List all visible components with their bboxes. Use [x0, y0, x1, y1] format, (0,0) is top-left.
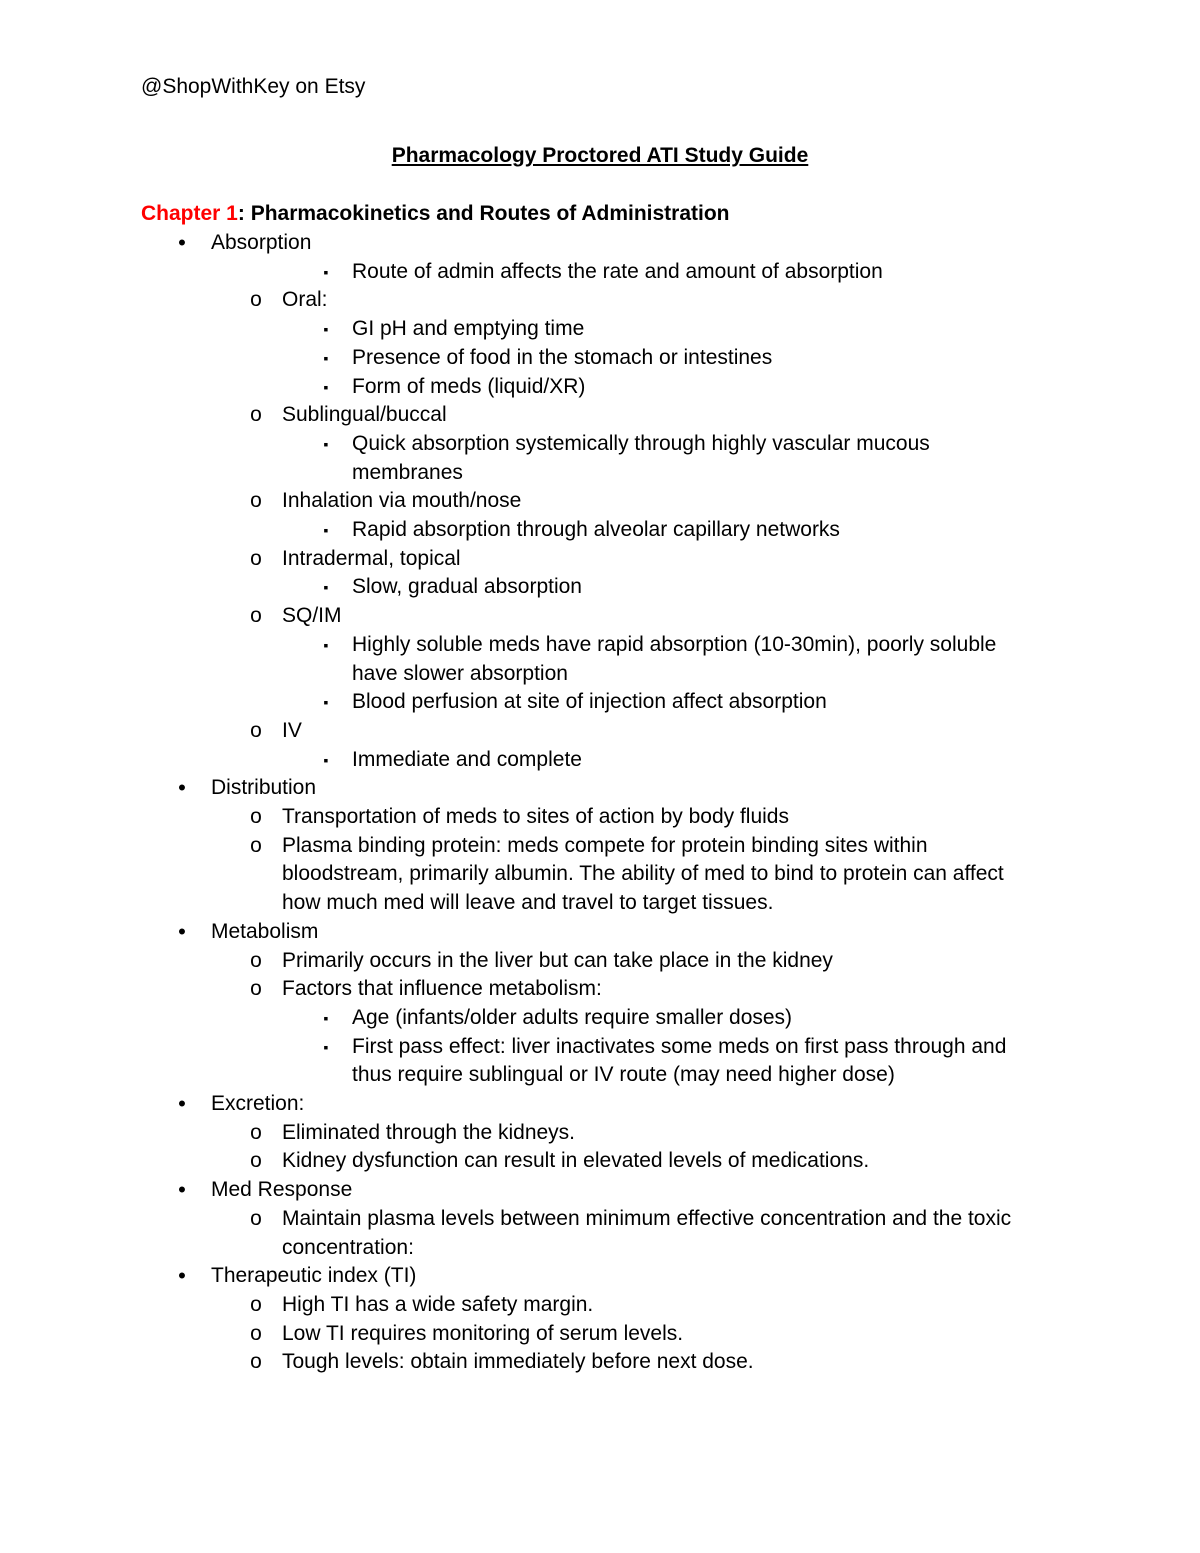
outline-item-level-2: Transportation of meds to sites of action by body fluids: [282, 805, 789, 828]
chapter-title: Pharmacokinetics and Routes of Administration: [244, 202, 730, 225]
bullet-circle-icon: o: [250, 1206, 262, 1230]
outline-item-level-2: Oral:: [282, 288, 328, 312]
outline-item-level-3: Presence of food in the stomach or intestines: [352, 345, 773, 369]
bullet-square-icon: ▪: [323, 1038, 329, 1055]
bullet-circle-icon: o: [250, 1149, 262, 1173]
outline-item-level-3: Highly soluble meds have rapid absorption (10-30min), poorly soluble: [352, 632, 997, 656]
outline-item-level-3: First pass effect: liver inactivates some meds on first pass through and: [352, 1034, 1007, 1058]
outline-item-level-3: Slow, gradual absorption: [352, 575, 582, 599]
outline-item-level-3: thus require sublingual or IV route (may need higher dose): [352, 1063, 895, 1087]
outline-item-level-2: Plasma binding protein: meds compete for protein binding sites within: [282, 833, 928, 857]
outline-item-level-2: Primarily occurs in the liver but can take place in the kidney: [282, 948, 833, 972]
bullet-square-icon: ▪: [323, 579, 329, 596]
bullet-disc-icon: •: [178, 1091, 186, 1116]
outline-item-level-3: Age (infants/older adults require smaller doses): [352, 1005, 793, 1029]
outline-item-level-2: Intradermal, topical: [282, 546, 461, 570]
bullet-square-icon: ▪: [323, 1009, 329, 1026]
chapter-separator: :: [237, 202, 245, 225]
bullet-circle-icon: o: [250, 489, 262, 513]
bullet-circle-icon: o: [250, 1120, 262, 1144]
chapter-heading: [141, 201, 730, 227]
outline-item-level-1: Therapeutic index (TI): [211, 1264, 417, 1288]
bullet-circle-icon: o: [250, 977, 262, 1001]
chapter-label: Chapter 1: [141, 202, 238, 225]
bullet-square-icon: ▪: [323, 349, 329, 366]
bullet-square-icon: ▪: [323, 378, 329, 395]
bullet-disc-icon: •: [178, 230, 186, 255]
bullet-disc-icon: •: [178, 1177, 186, 1203]
bullet-disc-icon: •: [178, 1263, 186, 1289]
bullet-circle-icon: o: [250, 948, 262, 972]
bullet-square-icon: ▪: [323, 263, 329, 280]
bullet-disc-icon: •: [178, 918, 186, 944]
bullet-circle-icon: o: [250, 805, 262, 828]
outline-item-level-1: Distribution: [211, 776, 317, 800]
outline-item-level-3: membranes: [352, 460, 463, 484]
outline-item-level-2: Maintain plasma levels between minimum effective concentration and the toxic: [282, 1206, 1012, 1230]
outline-item-level-1: Med Response: [211, 1178, 353, 1202]
bullet-square-icon: ▪: [323, 435, 329, 452]
bullet-circle-icon: o: [250, 1292, 262, 1316]
outline-item-level-3: Rapid absorption through alveolar capillary networks: [352, 518, 840, 541]
outline-item-level-1: Metabolism: [211, 919, 319, 943]
outline-item-level-2: Factors that influence metabolism:: [282, 977, 602, 1001]
outline-item-level-3: Quick absorption systemically through highly vascular mucous: [352, 431, 930, 455]
outline-item-level-3: Blood perfusion at site of injection affect absorption: [352, 690, 827, 714]
outline-item-level-1: Excretion:: [211, 1092, 305, 1115]
page-header: @ShopWithKey on Etsy: [141, 75, 366, 98]
outline-item-level-1: Absorption: [211, 231, 312, 254]
bullet-circle-icon: o: [250, 604, 262, 628]
outline-item-level-2: bloodstream, primarily albumin. The ability of med to bind to protein can affect: [282, 862, 1004, 886]
outline-item-level-3: Immediate and complete: [352, 747, 582, 771]
outline-item-level-2: Kidney dysfunction can result in elevated levels of medications.: [282, 1149, 870, 1173]
bullet-circle-icon: o: [250, 403, 262, 427]
bullet-disc-icon: •: [178, 775, 186, 801]
outline-item-level-2: Eliminated through the kidneys.: [282, 1120, 576, 1144]
bullet-circle-icon: o: [250, 833, 262, 857]
bullet-square-icon: ▪: [323, 636, 329, 653]
bullet-circle-icon: o: [250, 1350, 262, 1374]
bullet-circle-icon: o: [250, 1321, 262, 1345]
outline-item-level-2: IV: [282, 718, 302, 742]
outline-item-level-3: Form of meds (liquid/XR): [352, 374, 586, 398]
outline-item-level-2: Inhalation via mouth/nose: [282, 489, 522, 513]
outline-item-level-3: have slower absorption: [352, 661, 568, 685]
bullet-circle-icon: o: [250, 288, 262, 312]
outline-item-level-2: how much med will leave and travel to target tissues.: [282, 891, 774, 915]
bullet-square-icon: ▪: [323, 751, 329, 768]
bullet-circle-icon: o: [250, 546, 262, 570]
outline-item-level-2: Low TI requires monitoring of serum levels.: [282, 1321, 684, 1345]
bullet-square-icon: ▪: [323, 694, 329, 711]
outline-item-level-3: GI pH and emptying time: [352, 317, 585, 341]
outline-item-level-2: SQ/IM: [282, 604, 342, 628]
outline-item-level-2: High TI has a wide safety margin.: [282, 1292, 594, 1316]
outline-item-level-3: Route of admin affects the rate and amount of absorption: [352, 259, 883, 283]
document-title: Pharmacology Proctored ATI Study Guide: [391, 144, 809, 167]
bullet-square-icon: ▪: [323, 522, 329, 538]
bullet-circle-icon: o: [250, 718, 262, 742]
outline-item-level-2: Tough levels: obtain immediately before next dose.: [282, 1350, 754, 1374]
outline-item-level-2: Sublingual/buccal: [282, 403, 447, 427]
bullet-square-icon: ▪: [323, 321, 329, 338]
outline-item-level-2: concentration:: [282, 1235, 414, 1259]
